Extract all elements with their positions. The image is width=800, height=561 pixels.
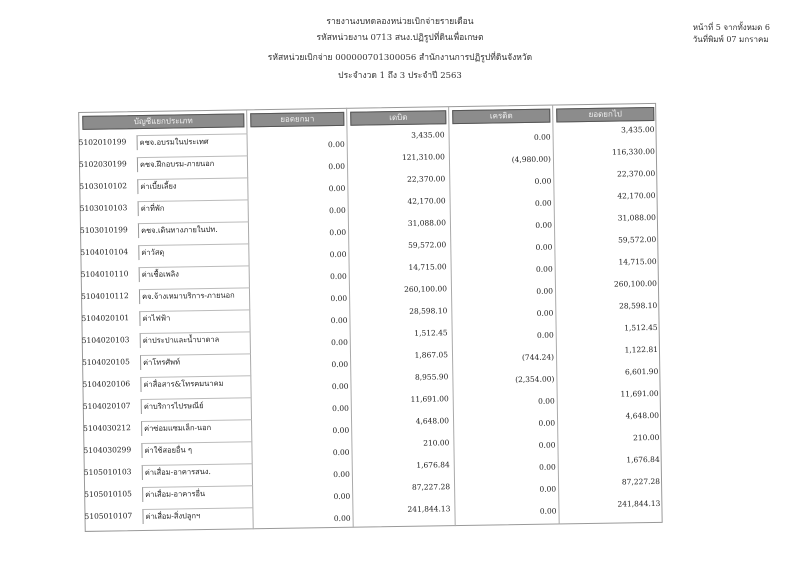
- debit-value: 28,598.10: [409, 306, 448, 316]
- carried-forward-value: 3,435.00: [621, 124, 655, 135]
- account-name: ค่าเชื้อเพลิง: [139, 265, 250, 282]
- brought-forward-value: 0.00: [329, 271, 347, 282]
- credit-value: 0.00: [535, 242, 553, 252]
- debit-value: 3,435.00: [411, 130, 445, 140]
- agency-code-line: รหัสหน่วยงาน 0713 สนง.ปฏิรูปที่ดินเพื่อเกษต: [316, 33, 484, 43]
- credit-value: 0.00: [539, 484, 557, 494]
- debit-value: 4,648.00: [415, 416, 450, 426]
- debit-value: 1,867.05: [414, 350, 449, 360]
- carried-forward-value: 116,330.00: [611, 146, 655, 157]
- account-name: ค่าเสื่อม-สิ่งปลูกฯ: [142, 507, 253, 524]
- account-code: 5104020107: [82, 401, 131, 411]
- account-name: ค่าที่พัก: [138, 199, 249, 216]
- credit-value: 0.00: [534, 176, 552, 186]
- credit-value: (4,980.00): [511, 154, 552, 165]
- brought-forward-value: 0.00: [330, 315, 348, 326]
- disbursement-unit-line: รหัสหน่วยเบิกจ่าย 000000701300056 สำนักงานการปฏิรูปที่ดินจังหวัด: [267, 53, 533, 63]
- account-code: 5104020105: [82, 357, 130, 367]
- brought-forward-value: 0.00: [333, 513, 351, 524]
- carried-forward-value: 1,122.81: [624, 344, 659, 355]
- account-name: ค่าซ่อมแซมเล็ก-นอก: [141, 419, 252, 436]
- carried-forward-value: 260,100.00: [613, 278, 657, 289]
- account-name: ค่าโทรศัพท์: [140, 353, 251, 370]
- debit-value: 210.00: [423, 438, 450, 448]
- brought-forward-value: 0.00: [331, 337, 348, 348]
- debit-value: 1,512.45: [414, 328, 448, 338]
- credit-value: 0.00: [539, 462, 556, 472]
- brought-forward-value: 0.00: [330, 293, 348, 304]
- carried-forward-value: 4,648.00: [625, 410, 660, 421]
- trial-balance-table: [78, 93, 663, 532]
- debit-value: 1,676.84: [416, 460, 450, 470]
- col-header-account: บัญชีแยกประเภท: [82, 113, 244, 130]
- page-info: [693, 22, 770, 46]
- account-code: 5104030212: [83, 423, 131, 433]
- credit-value: 0.00: [534, 198, 552, 208]
- account-code: 5105010107: [84, 511, 133, 521]
- debit-value: 42,170.00: [407, 196, 446, 206]
- brought-forward-value: 0.00: [333, 469, 350, 480]
- carried-forward-value: 22,370.00: [616, 168, 656, 179]
- print-date: วันที่พิมพ์ 07 มกราคม: [692, 35, 769, 44]
- brought-forward-value: 0.00: [327, 139, 345, 150]
- debit-value: 11,691.00: [410, 394, 449, 404]
- account-code: 5104030299: [83, 445, 132, 455]
- credit-value: 0.00: [538, 440, 556, 450]
- account-code: 5104020106: [82, 379, 131, 389]
- brought-forward-value: 0.00: [328, 161, 346, 172]
- credit-value: 0.00: [536, 308, 554, 318]
- carried-forward-value: 6,601.90: [624, 366, 659, 377]
- account-code: 5102010199: [78, 137, 127, 147]
- account-name: ค่าบริการไปรษณีย์: [141, 397, 252, 414]
- brought-forward-value: 0.00: [329, 227, 347, 238]
- account-name: คชจ.อบรมในประเทศ: [137, 133, 248, 150]
- col-header-credit: เครดิต: [452, 109, 550, 125]
- brought-forward-value: 0.00: [332, 447, 350, 458]
- carried-forward-value: 42,170.00: [617, 190, 656, 201]
- account-name: ค่าใช้สอยอื่น ๆ: [141, 441, 252, 458]
- account-name: คจ.จ้างเหมาบริการ-ภายนอก: [139, 287, 250, 304]
- account-name: ค่าประปาและน้ำบาดาล: [140, 331, 251, 348]
- credit-value: 0.00: [535, 264, 553, 274]
- brought-forward-value: 0.00: [328, 183, 346, 194]
- account-name: ค่าสื่อสาร&โทรคมนาคม: [140, 375, 251, 392]
- account-code: 5103010103: [79, 203, 128, 213]
- carried-forward-value: 11,691.00: [620, 388, 659, 399]
- account-code: 5104010104: [80, 247, 129, 257]
- col-header-carried-forward: ยอดยกไป: [556, 107, 654, 123]
- credit-value: 0.00: [535, 220, 553, 230]
- account-code: 5105010105: [84, 489, 132, 499]
- carried-forward-value: 31,088.00: [617, 212, 656, 223]
- carried-forward-value: 1,512.45: [624, 322, 658, 333]
- account-name: คชจ.เดินทางภายในปท.: [138, 221, 249, 238]
- account-code: 5103010199: [79, 225, 128, 235]
- account-code: 5104010110: [80, 269, 129, 279]
- brought-forward-value: 0.00: [332, 425, 350, 436]
- account-name: คชจ.ฝึกอบรม-ภายนอก: [137, 155, 248, 172]
- account-name: ค่าวัสดุ: [138, 243, 249, 260]
- debit-value: 31,088.00: [407, 218, 447, 228]
- credit-value: (744.24): [521, 352, 555, 363]
- col-header-debit: เดบิต: [350, 110, 446, 126]
- account-code: 5103010102: [79, 181, 128, 191]
- carried-forward-value: 87,227.28: [621, 476, 661, 487]
- carried-forward-value: 241,844.13: [617, 498, 661, 509]
- report-title: รายงานงบทดลองหน่วยเบิกจ่ายรายเดือน: [326, 17, 474, 27]
- account-code: 5102030199: [78, 159, 127, 169]
- brought-forward-value: 0.00: [332, 403, 349, 414]
- col-header-brought-forward: ยอดยกมา: [250, 112, 344, 127]
- debit-value: 14,715.00: [408, 262, 447, 272]
- brought-forward-value: 0.00: [329, 249, 347, 260]
- brought-forward-value: 0.00: [331, 359, 349, 370]
- credit-value: 0.00: [536, 330, 554, 340]
- debit-value: 87,227.28: [411, 482, 451, 492]
- debit-value: 8,955.90: [414, 372, 449, 382]
- debit-value: 260,100.00: [403, 284, 448, 294]
- carried-forward-value: 59,572.00: [617, 234, 657, 245]
- credit-value: 0.00: [533, 132, 551, 142]
- credit-value: 0.00: [537, 396, 555, 406]
- debit-value: 59,572.00: [408, 240, 447, 250]
- credit-value: 0.00: [538, 418, 556, 428]
- account-name: ค่าเสื่อม-อาคารสนง.: [142, 463, 253, 480]
- brought-forward-value: 0.00: [331, 381, 349, 392]
- account-code: 5104020103: [81, 335, 130, 345]
- carried-forward-value: 28,598.10: [619, 300, 658, 311]
- account-code: 5104020101: [81, 313, 130, 323]
- credit-value: 0.00: [539, 506, 557, 516]
- credit-value: (2,354.00): [515, 374, 555, 385]
- account-code: 5105010103: [83, 467, 132, 477]
- carried-forward-value: 14,715.00: [618, 256, 657, 267]
- account-name: ค่าไฟฟ้า: [139, 309, 250, 326]
- account-name: ค่าเสื่อม-อาคารอื่น: [142, 485, 253, 502]
- period-line: ประจำงวด 1 ถึง 3 ประจำปี 2563: [338, 71, 462, 81]
- brought-forward-value: 0.00: [333, 491, 351, 502]
- debit-value: 241,844.13: [407, 504, 451, 514]
- carried-forward-value: 1,676.84: [626, 454, 660, 465]
- credit-value: 0.00: [536, 286, 554, 296]
- debit-value: 22,370.00: [407, 174, 446, 184]
- account-name: ค่าเบี้ยเลี้ยง: [137, 177, 248, 194]
- brought-forward-value: 0.00: [328, 205, 346, 216]
- debit-value: 121,310.00: [401, 152, 445, 162]
- account-code: 5104010112: [80, 291, 129, 301]
- carried-forward-value: 210.00: [633, 432, 660, 443]
- page-number: หน้าที่ 5 จากทั้งหมด 6: [692, 23, 770, 32]
